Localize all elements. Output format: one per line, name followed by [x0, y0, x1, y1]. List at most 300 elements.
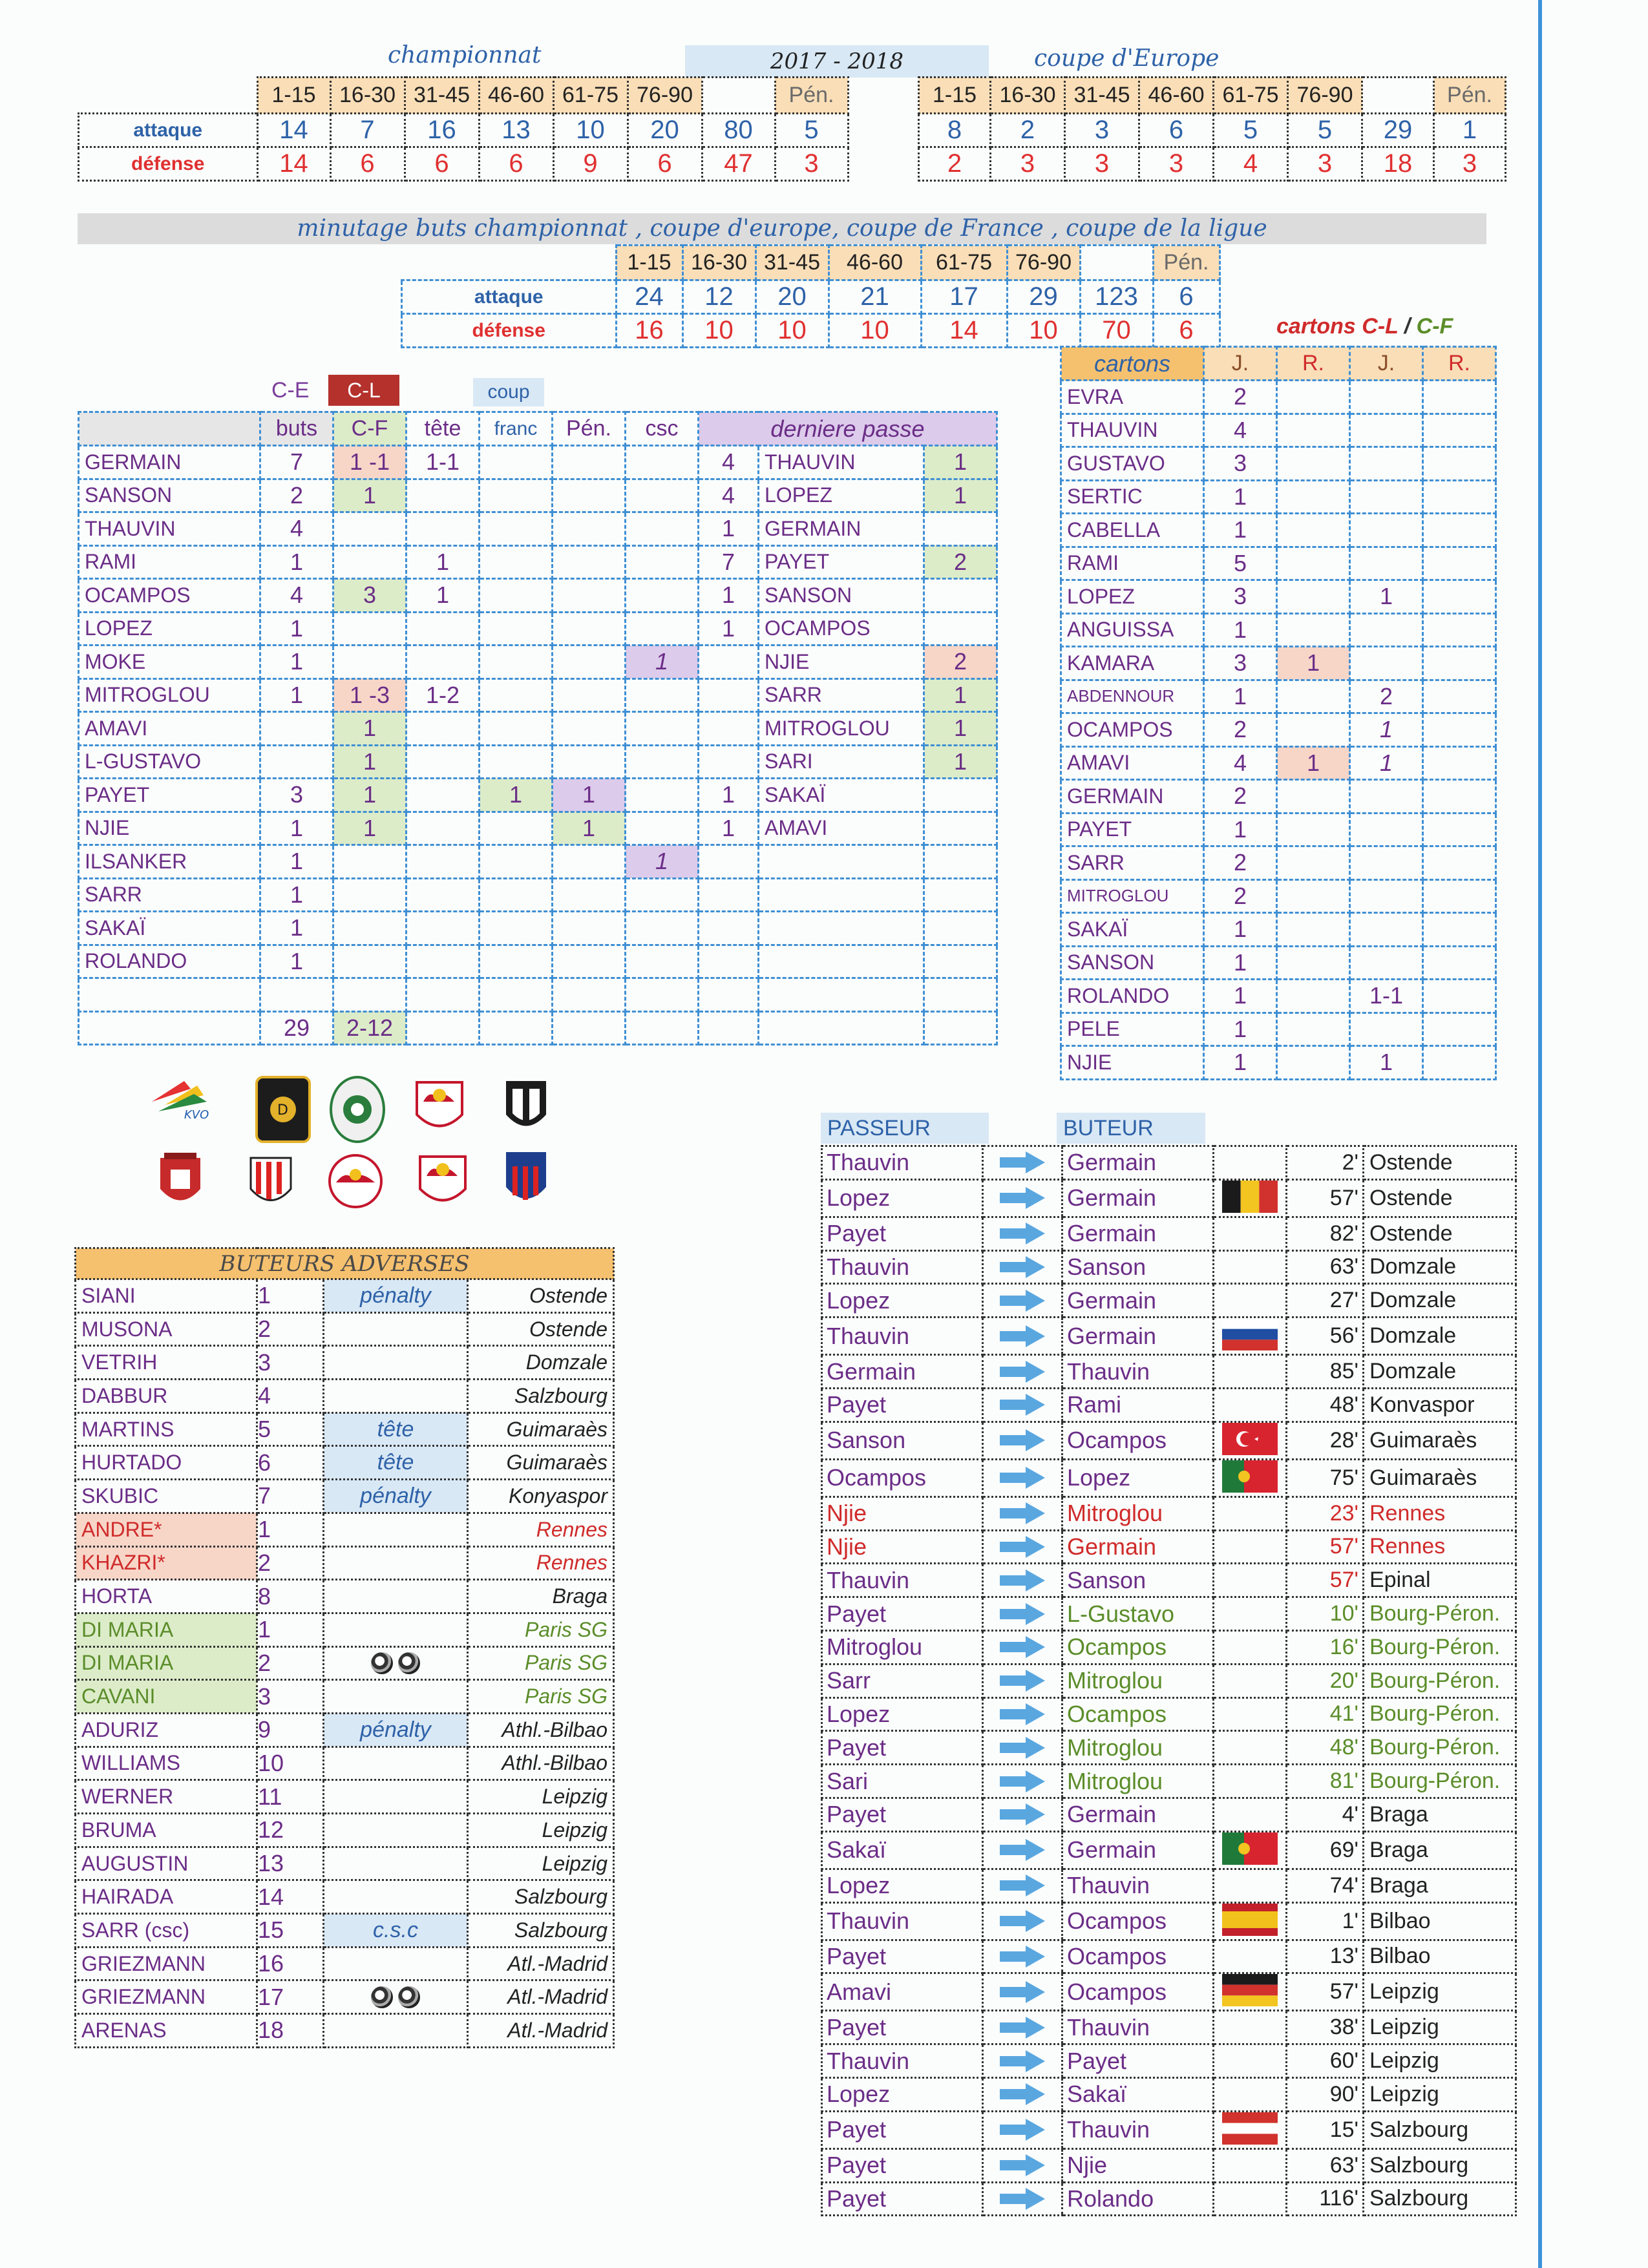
arrow-right-icon — [983, 1564, 1062, 1597]
adverse-team-cell: Salzbourg — [468, 1914, 614, 1948]
atletico-logo — [501, 1147, 551, 1209]
adverse-name-cell: HURTADO — [76, 1446, 257, 1480]
buteur-cell: Lopez — [1062, 1459, 1214, 1496]
scorer-cf-cell — [333, 646, 407, 679]
adverse-name-cell: WILLIAMS — [76, 1747, 257, 1780]
value-cell: 8 — [919, 114, 991, 147]
passeur-cell: Njie — [822, 1496, 983, 1530]
adverse-number-cell: 18 — [257, 2014, 324, 2048]
card-player-cell: EVRA — [1061, 381, 1204, 414]
scorer-csc-cell: 1 — [626, 845, 699, 879]
adverse-note-cell: tête — [324, 1412, 468, 1446]
card-j1-cell: 1 — [1204, 980, 1277, 1013]
scorer-cf-cell: 2-12 — [333, 1011, 407, 1045]
col-header: tête — [407, 412, 480, 446]
arrow-right-icon — [983, 1355, 1062, 1389]
buteur-cell: Germain — [1062, 1798, 1214, 1831]
minute-cell: 23' — [1287, 1496, 1364, 1530]
card-r2-cell — [1423, 746, 1496, 780]
card-j1-cell: 1 — [1204, 514, 1277, 547]
card-player-cell: PAYET — [1061, 813, 1204, 846]
card-j2-cell — [1350, 1013, 1423, 1046]
card-j2-cell — [1350, 913, 1423, 947]
arrow-right-icon — [983, 1664, 1062, 1697]
adverse-note-cell: c.s.c — [324, 1914, 468, 1948]
card-r1-cell — [1277, 613, 1350, 647]
flag-cell — [1214, 1869, 1287, 1902]
card-player-cell: ABDENNOUR — [1061, 680, 1204, 713]
adverse-note-cell — [324, 1346, 468, 1380]
adverse-note-cell — [324, 1947, 468, 1980]
table-row — [822, 2011, 1516, 2044]
card-r2-cell — [1423, 480, 1496, 514]
scorer-pname-cell: SANSON — [759, 579, 924, 613]
scorer-cf-cell — [333, 978, 407, 1012]
scorer-pv-cell — [924, 878, 997, 912]
adverse-name-cell: WERNER — [76, 1780, 257, 1814]
table-row — [79, 812, 997, 845]
scorer-franc-cell — [480, 978, 553, 1012]
table-row — [79, 912, 997, 945]
adverse-team-cell: Ostende — [468, 1312, 614, 1346]
col-header: C-F — [333, 412, 407, 446]
opponent-cell: Salzbourg — [1364, 2148, 1516, 2182]
scorer-pen-cell — [553, 579, 626, 613]
adverse-name-cell: KHAZRI* — [76, 1546, 257, 1580]
scorer-pen-cell — [553, 845, 626, 879]
scorer-name-cell: LOPEZ — [79, 612, 260, 646]
opponent-cell: Domzale — [1364, 1318, 1516, 1355]
scorer-buts-cell: 1 — [260, 545, 333, 579]
scorer-buts-cell: 1 — [260, 612, 333, 646]
scorer-buts-cell: 29 — [260, 1011, 333, 1045]
period-cell: Pén. — [775, 78, 848, 114]
flag-cell — [1214, 1798, 1287, 1831]
flag-cell — [1214, 1765, 1287, 1798]
svg-text:D: D — [277, 1102, 288, 1118]
card-r2-cell — [1423, 846, 1496, 880]
adverse-number-cell: 10 — [257, 1747, 324, 1780]
cards-title: cartons C-L / C-F — [1276, 314, 1453, 339]
card-r1-cell — [1277, 1046, 1350, 1080]
card-j1-cell: 1 — [1204, 680, 1277, 713]
buteur-cell: Ocampos — [1062, 1973, 1214, 2011]
minute-cell: 85' — [1287, 1355, 1364, 1389]
arrow-right-icon — [983, 1798, 1062, 1831]
scorer-cf-cell: 1 — [333, 812, 407, 845]
adverse-name-cell: MARTINS — [76, 1412, 257, 1446]
adverse-note-cell — [324, 1380, 468, 1413]
adverse-number-cell: 11 — [257, 1780, 324, 1814]
passeur-cell: Thauvin — [822, 1902, 983, 1940]
card-r2-cell — [1423, 647, 1496, 680]
card-r1-cell — [1277, 1013, 1350, 1046]
table-row — [76, 1747, 614, 1780]
opponent-cell: Salzbourg — [1364, 2111, 1516, 2148]
scorer-pv-cell — [924, 945, 997, 978]
adverse-name-cell: ADURIZ — [76, 1713, 257, 1747]
passeur-cell: Payet — [822, 1388, 983, 1422]
value-cell: 80 — [702, 114, 775, 147]
scorer-name-cell — [79, 978, 260, 1012]
scorer-pv-cell: 2 — [924, 646, 997, 679]
scorer-pn-cell — [699, 646, 759, 679]
table-row — [822, 1318, 1516, 1355]
adverse-name-cell: SIANI — [76, 1279, 257, 1313]
card-r2-cell — [1423, 414, 1496, 447]
scorer-csc-cell — [626, 1011, 699, 1045]
season-label: 2017 - 2018 — [685, 45, 989, 78]
scorer-csc-cell — [626, 545, 699, 579]
card-r2-cell — [1423, 547, 1496, 580]
opponent-cell: Leipzig — [1364, 2077, 1516, 2111]
adverse-number-cell: 1 — [257, 1613, 324, 1646]
adverse-name-cell: HORTA — [76, 1580, 257, 1613]
table-row — [79, 878, 997, 912]
card-j1-cell: 2 — [1204, 879, 1277, 913]
adverse-name-cell: SARR (csc) — [76, 1914, 257, 1948]
scorer-name-cell: PAYET — [79, 779, 260, 812]
card-j1-cell: 5 — [1204, 547, 1277, 580]
flag-cell — [1214, 1250, 1287, 1284]
scorer-buts-cell: 1 — [260, 678, 333, 712]
arrow-right-icon — [983, 1318, 1062, 1355]
adverse-team-cell: Athl.-Bilbao — [468, 1747, 614, 1780]
value-cell: 2 — [919, 147, 991, 181]
adverse-number-cell: 2 — [257, 1646, 324, 1680]
scorer-pv-cell: 1 — [924, 712, 997, 746]
table-row — [1061, 879, 1496, 913]
flag-be-icon — [1214, 1179, 1287, 1217]
buteur-cell: Rolando — [1062, 2182, 1214, 2216]
buteur-cell: Ocampos — [1062, 1630, 1214, 1664]
adverse-name-cell: GRIEZMANN — [76, 1947, 257, 1980]
card-player-cell: AMAVI — [1061, 746, 1204, 780]
scorer-pname-cell: LOPEZ — [759, 479, 924, 512]
buteur-cell: Germain — [1062, 1831, 1214, 1869]
flag-pt-icon — [1214, 1831, 1287, 1869]
adverse-note-cell — [324, 1814, 468, 1847]
card-player-cell: CABELLA — [1061, 514, 1204, 547]
table-row — [76, 1980, 614, 2014]
buteur-cell: Ocampos — [1062, 1422, 1214, 1459]
scorer-franc-cell — [480, 712, 553, 746]
card-player-cell: SARR — [1061, 846, 1204, 880]
card-j1-cell: 1 — [1204, 613, 1277, 647]
table-row — [79, 779, 997, 812]
arrow-right-icon — [983, 2077, 1062, 2111]
table-row — [79, 678, 997, 712]
adverse-number-cell: 16 — [257, 1947, 324, 1980]
card-j2-cell — [1350, 480, 1423, 514]
opponent-cell: Salzbourg — [1364, 2182, 1516, 2216]
passeur-cell: Njie — [822, 1530, 983, 1564]
scorer-csc-cell — [626, 812, 699, 845]
adverse-note-cell — [324, 1880, 468, 1914]
table-row — [822, 1731, 1516, 1765]
flag-es-icon — [1214, 1902, 1287, 1940]
leipzig-logo — [326, 1150, 377, 1212]
table-row — [76, 1480, 614, 1513]
card-r1-cell — [1277, 381, 1350, 414]
arrow-right-icon — [983, 1496, 1062, 1530]
period-cell: 46-60 — [1139, 78, 1214, 114]
card-j2-cell: 1 — [1350, 580, 1423, 614]
domzale-logo — [255, 1076, 311, 1143]
value-cell: 10 — [553, 114, 628, 147]
opponent-cell: Bourg-Péron. — [1364, 1664, 1516, 1697]
scorer-csc-cell — [626, 779, 699, 812]
card-r1-cell — [1277, 447, 1350, 481]
scorer-pn-cell: 1 — [699, 812, 759, 845]
buteur-cell: Germain — [1062, 1179, 1214, 1217]
scorer-name-cell: NJIE — [79, 812, 260, 845]
table-row — [76, 1646, 614, 1680]
scorer-name-cell: MOKE — [79, 646, 260, 679]
passeur-header: PASSEUR — [821, 1113, 989, 1144]
card-j2-cell — [1350, 613, 1423, 647]
scorer-pv-cell: 2 — [924, 545, 997, 579]
table-row — [76, 1513, 614, 1546]
scorer-cf-cell — [333, 845, 407, 879]
scorer-tete-cell — [407, 912, 480, 945]
table-row — [79, 646, 997, 679]
table-row — [76, 1580, 614, 1613]
adverse-table — [74, 1247, 615, 2048]
period-cell: 61-75 — [1214, 78, 1288, 114]
scorer-name-cell: THAUVIN — [79, 512, 260, 546]
adverse-team-cell: Paris SG — [468, 1646, 614, 1680]
scorer-pen-cell: 1 — [553, 779, 626, 812]
scorer-cf-cell: 1 -3 — [333, 678, 407, 712]
card-r1-cell — [1277, 547, 1350, 580]
passeur-cell: Lopez — [822, 1284, 983, 1318]
scorer-pv-cell — [924, 612, 997, 646]
card-j1-cell: 4 — [1204, 414, 1277, 447]
scorer-tete-cell: 1 — [407, 579, 480, 613]
scorer-franc-cell — [480, 579, 553, 613]
passeur-cell: Payet — [822, 1798, 983, 1831]
table-row — [822, 1765, 1516, 1798]
adverse-name-cell: BRUMA — [76, 1814, 257, 1847]
card-r2-cell — [1423, 913, 1496, 947]
arrow-right-icon — [983, 1179, 1062, 1217]
table-row — [79, 512, 997, 546]
adverse-team-cell: Domzale — [468, 1346, 614, 1380]
flag-tr-icon — [1214, 1422, 1287, 1459]
scorer-pv-cell — [924, 978, 997, 1012]
table-row — [822, 1284, 1516, 1318]
scorer-franc-cell — [480, 545, 553, 579]
adverse-team-cell: Guimaraès — [468, 1446, 614, 1480]
scorer-tete-cell — [407, 945, 480, 978]
minute-cell: 10' — [1287, 1597, 1364, 1631]
adverse-name-cell: MUSONA — [76, 1312, 257, 1346]
adverse-note-cell — [324, 1613, 468, 1646]
scorer-tete-cell — [407, 745, 480, 779]
scorer-pv-cell — [924, 812, 997, 845]
card-player-cell: SERTIC — [1061, 480, 1204, 514]
right-margin-line — [1538, 0, 1542, 2268]
buteur-cell: Sanson — [1062, 1250, 1214, 1284]
card-r2-cell — [1423, 514, 1496, 547]
period-cell: 76-90 — [1007, 246, 1080, 280]
scorer-franc-cell — [480, 646, 553, 679]
card-j2-cell — [1350, 447, 1423, 481]
value-cell: 20 — [628, 114, 702, 147]
buteur-cell: Mitroglou — [1062, 1765, 1214, 1798]
arrow-right-icon — [983, 1422, 1062, 1459]
scorer-franc-cell — [480, 612, 553, 646]
scorer-franc-cell — [480, 1011, 553, 1045]
scorer-tete-cell — [407, 812, 480, 845]
value-cell: 6 — [1139, 114, 1214, 147]
scorer-tete-cell — [407, 479, 480, 512]
arrow-right-icon — [983, 2111, 1062, 2148]
table-row — [822, 1422, 1516, 1459]
adverse-name-cell: VETRIH — [76, 1346, 257, 1380]
scorer-tete-cell — [407, 1011, 480, 1045]
card-j2-cell: 1 — [1350, 746, 1423, 780]
adverse-number-cell: 12 — [257, 1814, 324, 1847]
adverse-note-cell — [324, 2014, 468, 2048]
scorer-buts-cell: 4 — [260, 512, 333, 546]
opponent-cell: Bourg-Péron. — [1364, 1765, 1516, 1798]
scorer-buts-cell: 1 — [260, 878, 333, 912]
value-cell: 10 — [755, 314, 829, 348]
card-r2-cell — [1423, 613, 1496, 647]
scorer-pname-cell — [759, 945, 924, 978]
adverse-team-cell: Rennes — [468, 1513, 614, 1546]
defense-label: défense — [79, 147, 258, 181]
championnat-table — [78, 76, 849, 182]
card-player-cell: ROLANDO — [1061, 980, 1204, 1013]
table-row — [79, 712, 997, 746]
scorer-pname-cell — [759, 845, 924, 879]
scorer-pv-cell — [924, 512, 997, 546]
scorer-franc-cell — [480, 745, 553, 779]
buteur-cell: Ocampos — [1062, 1902, 1214, 1940]
table-row — [76, 1446, 614, 1480]
table-row — [79, 446, 997, 479]
passeur-cell: Thauvin — [822, 1146, 983, 1180]
flag-cell — [1214, 1284, 1287, 1318]
table-row — [76, 1713, 614, 1747]
adverse-note-cell — [324, 1513, 468, 1546]
buteur-cell: Thauvin — [1062, 2111, 1214, 2148]
buteur-cell: Sanson — [1062, 1564, 1214, 1597]
table-row — [822, 1597, 1516, 1631]
value-cell: 1 — [1434, 114, 1506, 147]
table-row — [76, 1847, 614, 1880]
adverse-name-cell: DABBUR — [76, 1380, 257, 1413]
adverse-team-cell: Ostende — [468, 1279, 614, 1313]
table-row — [76, 1346, 614, 1380]
card-j2-cell — [1350, 879, 1423, 913]
value-cell: 16 — [616, 314, 682, 348]
card-j2-cell: 2 — [1350, 680, 1423, 713]
scorer-pn-cell — [699, 912, 759, 945]
card-j1-cell: 2 — [1204, 780, 1277, 814]
table-row — [1061, 913, 1496, 947]
scorer-pn-cell — [699, 978, 759, 1012]
scorer-buts-cell: 3 — [260, 779, 333, 812]
adverse-number-cell: 3 — [257, 1680, 324, 1714]
card-j2-cell — [1350, 946, 1423, 980]
buteur-header: BUTEUR — [1057, 1113, 1205, 1144]
table-row — [79, 612, 997, 646]
scorer-pname-cell: NJIE — [759, 646, 924, 679]
arrow-right-icon — [983, 1284, 1062, 1318]
card-j2-cell — [1350, 514, 1423, 547]
arrow-right-icon — [983, 1597, 1062, 1631]
period-cell: 1-15 — [919, 78, 991, 114]
scorer-csc-cell — [626, 978, 699, 1012]
scorer-csc-cell: 1 — [626, 646, 699, 679]
value-cell: 47 — [702, 147, 775, 181]
value-cell: 5 — [775, 114, 848, 147]
scorer-buts-cell — [260, 712, 333, 746]
flag-cell — [1214, 1597, 1287, 1631]
arrow-right-icon — [983, 1217, 1062, 1250]
adverse-number-cell: 2 — [257, 1312, 324, 1346]
buteur-cell: Germain — [1062, 1284, 1214, 1318]
card-j2-cell: 1 — [1350, 1046, 1423, 1080]
period-cell: 31-45 — [405, 78, 479, 114]
minute-cell: 63' — [1287, 2148, 1364, 2182]
minute-cell: 82' — [1287, 1217, 1364, 1250]
card-j2-cell — [1350, 647, 1423, 680]
adverse-name-cell: GRIEZMANN — [76, 1980, 257, 2014]
minute-cell: 60' — [1287, 2044, 1364, 2078]
buteur-cell: Germain — [1062, 1146, 1214, 1180]
scorer-cf-cell: 1 -1 — [333, 446, 407, 479]
period-cell: 76-90 — [1288, 78, 1362, 114]
value-cell: 3 — [1288, 147, 1362, 181]
table-row — [822, 1496, 1516, 1530]
adverse-team-cell: Guimaraès — [468, 1412, 614, 1446]
cl-header: C-L — [328, 375, 399, 406]
value-cell: 3 — [1139, 147, 1214, 181]
card-j2-cell — [1350, 846, 1423, 880]
minute-cell: 38' — [1287, 2011, 1364, 2044]
flag-cell — [1214, 2182, 1287, 2216]
table-row — [76, 2014, 614, 2048]
scorer-pname-cell: SARI — [759, 745, 924, 779]
value-cell: 3 — [991, 147, 1065, 181]
buteur-cell: Sakaï — [1062, 2077, 1214, 2111]
scorer-franc-cell — [480, 479, 553, 512]
scorer-pen-cell — [553, 712, 626, 746]
scorer-pname-cell — [759, 978, 924, 1012]
scorer-csc-cell — [626, 912, 699, 945]
scorer-pname-cell: OCAMPOS — [759, 612, 924, 646]
card-r1-cell — [1277, 680, 1350, 713]
card-j1-cell: 3 — [1204, 647, 1277, 680]
flag-cell — [1214, 2077, 1287, 2111]
value-cell: 16 — [405, 114, 479, 147]
card-r1-cell — [1277, 713, 1350, 747]
arrow-right-icon — [983, 1459, 1062, 1496]
value-cell: 3 — [1065, 114, 1139, 147]
scorer-buts-cell: 4 — [260, 579, 333, 613]
period-cell: 1-15 — [616, 246, 682, 280]
adverse-title: BUTEURS ADVERSES — [76, 1248, 614, 1279]
table-row — [79, 1011, 997, 1045]
passeur-cell: Thauvin — [822, 2044, 983, 2078]
card-r1-cell — [1277, 813, 1350, 846]
table-row — [1061, 414, 1496, 447]
